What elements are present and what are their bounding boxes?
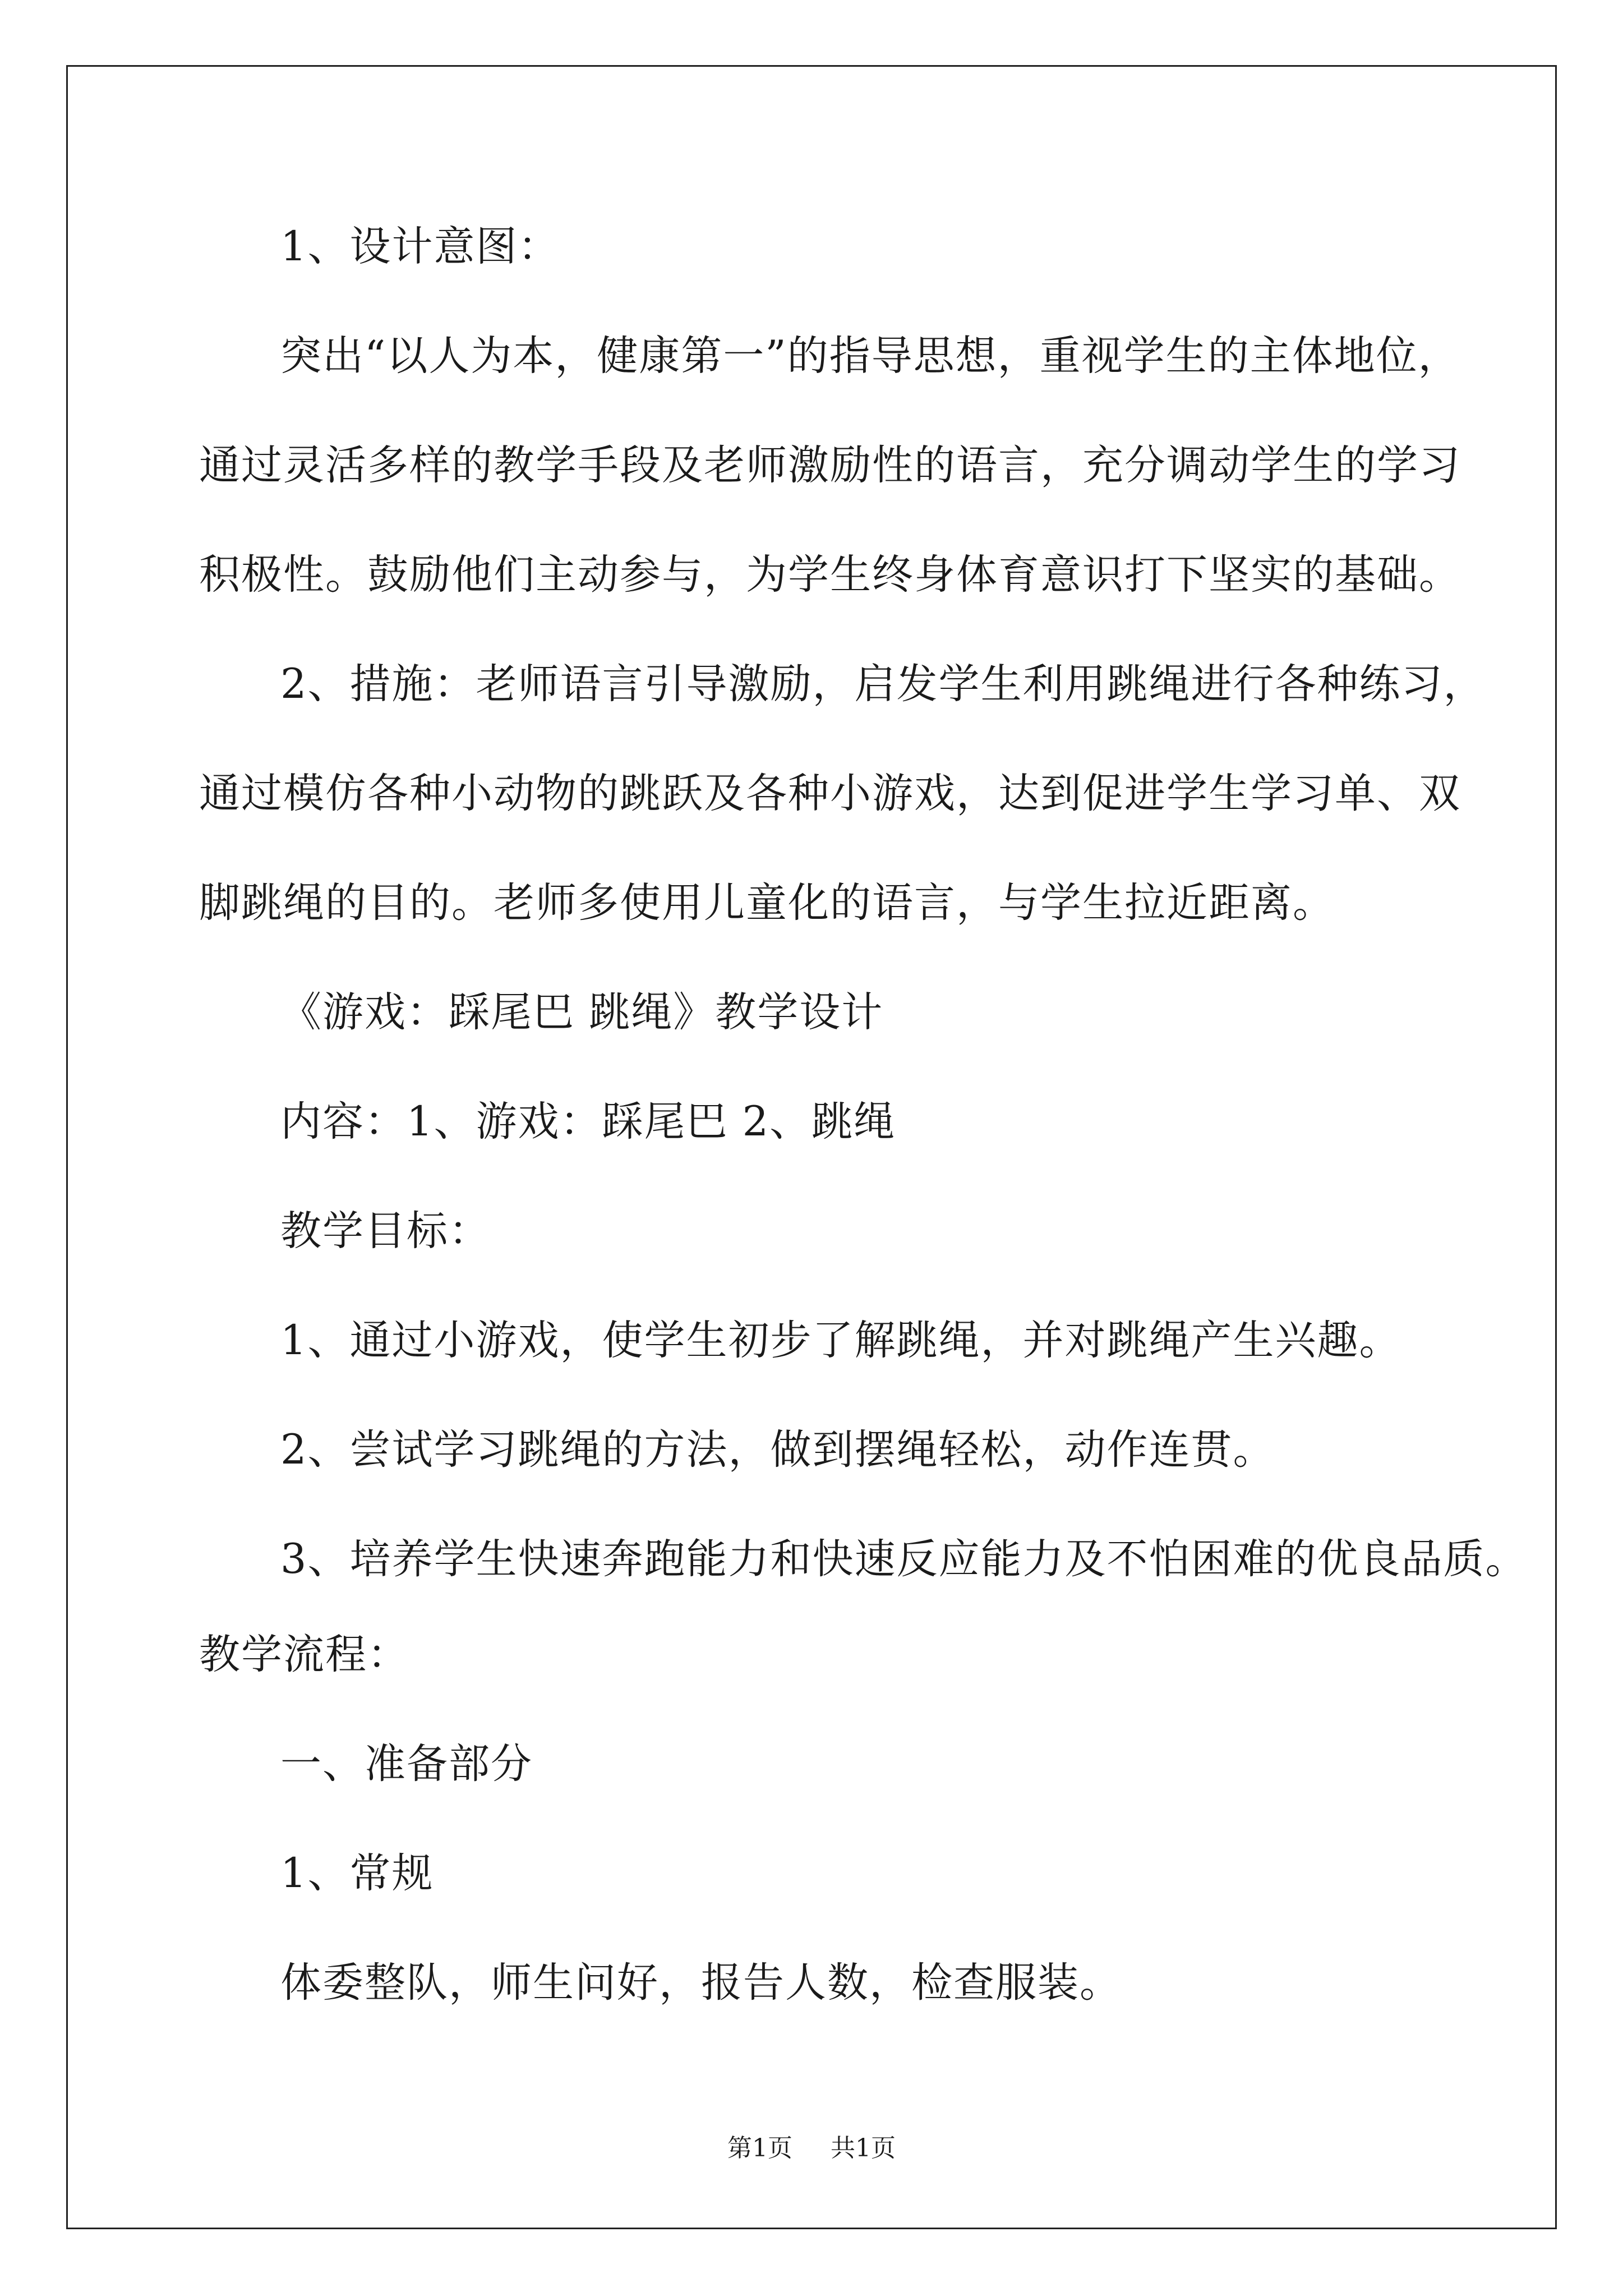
objective-item: 1、通过小游戏，使学生初步了解跳绳，并对跳绳产生兴趣。 — [280, 1317, 1401, 1364]
paragraph-line: 通过模仿各种小动物的跳跃及各种小游戏，达到促进学生学习单、双 — [199, 770, 1461, 817]
document-title: 《游戏：踩尾巴 跳绳》教学设计 — [280, 988, 884, 1036]
paragraph-line: 脚跳绳的目的。老师多使用儿童化的语言，与学生拉近距离。 — [199, 879, 1335, 927]
content-line: 内容：1、游戏：踩尾巴 2、跳绳 — [280, 1098, 896, 1145]
section-heading-design-intent: 1、设计意图： — [280, 223, 560, 270]
paragraph-line: 突出“以人为本，健康第一”的指导思想，重视学生的主体地位， — [280, 332, 1460, 380]
page-footer — [0, 2132, 1623, 2165]
section-heading-process: 教学流程： — [199, 1631, 409, 1678]
paragraph-line: 通过灵活多样的教学手段及老师激励性的语言，充分调动学生的学习 — [199, 441, 1461, 489]
paragraph-line: 2、措施：老师语言引导激励，启发学生利用跳绳进行各种练习， — [280, 660, 1486, 708]
subsection-heading-preparation: 一、准备部分 — [280, 1740, 533, 1788]
section-heading-objectives: 教学目标： — [280, 1207, 491, 1255]
paragraph-line: 积极性。鼓励他们主动参与，为学生终身体育意识打下坚实的基础。 — [199, 551, 1461, 599]
paragraph-line: 体委整队，师生问好，报告人数，检查服装。 — [280, 1959, 1122, 2007]
page-number: 第1页 — [727, 2134, 792, 2162]
objective-item: 2、尝试学习跳绳的方法，做到摆绳轻松，动作连贯。 — [280, 1426, 1275, 1474]
subsection-item-routine: 1、常规 — [280, 1849, 434, 1897]
page-total: 共1页 — [831, 2134, 896, 2162]
objective-item: 3、培养学生快速奔跑能力和快速反应能力及不怕困难的优良品质。 — [280, 1535, 1528, 1583]
